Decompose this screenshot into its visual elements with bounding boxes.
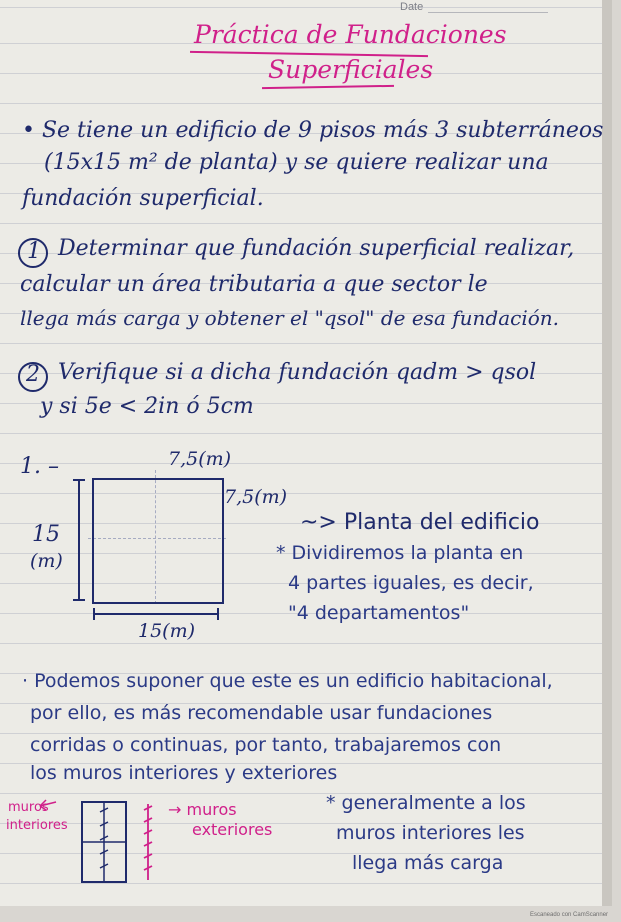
item-1-number: 1 (27, 239, 41, 264)
step-1-label: 1. – (20, 454, 59, 479)
item-2-number: 2 (26, 362, 40, 387)
walls-note-line-1: * generalmente a los (326, 792, 526, 814)
item-2-line-2: y si 5e < 2in ó 5cm (40, 394, 254, 419)
divide-line-2: 4 partes iguales, es decir, (288, 572, 534, 594)
scanner-footer: Escaneado con CamScanner (530, 912, 609, 918)
plan-caption: ~> Planta del edificio (300, 510, 540, 535)
exterior-walls-label-1: → muros (168, 800, 237, 819)
dim-bottom-label: 15(m) (138, 620, 196, 642)
dim-left-unit: (m) (30, 550, 63, 572)
intro-line-1: • Se tiene un edificio de 9 pisos más 3 subterráneos (22, 118, 604, 143)
dim-right-label: 7,5(m) (224, 486, 288, 508)
exterior-walls-label-2: exteriores (192, 820, 273, 839)
title-line-1: Práctica de Fundaciones (194, 20, 507, 49)
interior-walls-label-1: muros (8, 800, 49, 815)
dim-top-label: 7,5(m) (168, 448, 232, 470)
divide-line-1: * Dividiremos la planta en (276, 542, 524, 564)
item-1-line-3: llega más carga y obtener el "qsol" de esa fundación. (20, 306, 559, 330)
divide-line-3: "4 departamentos" (288, 602, 470, 624)
assumption-line-2: por ello, es más recomendable usar fundaciones (30, 702, 493, 724)
date-label: Date (400, 1, 424, 13)
title-line-2: Superficiales (268, 55, 434, 84)
intro-line-2: (15x15 m² de planta) y se quiere realizar una (44, 150, 549, 175)
assumption-line-3: corridas o continuas, por tanto, trabajaremos con (30, 734, 502, 756)
interior-walls-label-2: interiores (6, 818, 68, 833)
assumption-line-4: los muros interiores y exteriores (30, 762, 338, 784)
assumption-line-1: · Podemos suponer que este es un edificio habitacional, (22, 670, 553, 692)
exterior-hatch (144, 804, 152, 880)
intro-line-3: fundación superficial. (22, 186, 264, 211)
dim-left-value: 15 (32, 522, 60, 547)
item-1-line-1: Determinar que fundación superficial realizar, (58, 236, 575, 261)
item-1-line-2: calcular un área tributaria a que sector le (20, 272, 488, 297)
walls-note-line-2: muros interiores les (336, 822, 525, 844)
walls-note-line-3: llega más carga (352, 852, 504, 874)
item-2-line-1: Verifique si a dicha fundación qadm > qsol (58, 360, 537, 385)
